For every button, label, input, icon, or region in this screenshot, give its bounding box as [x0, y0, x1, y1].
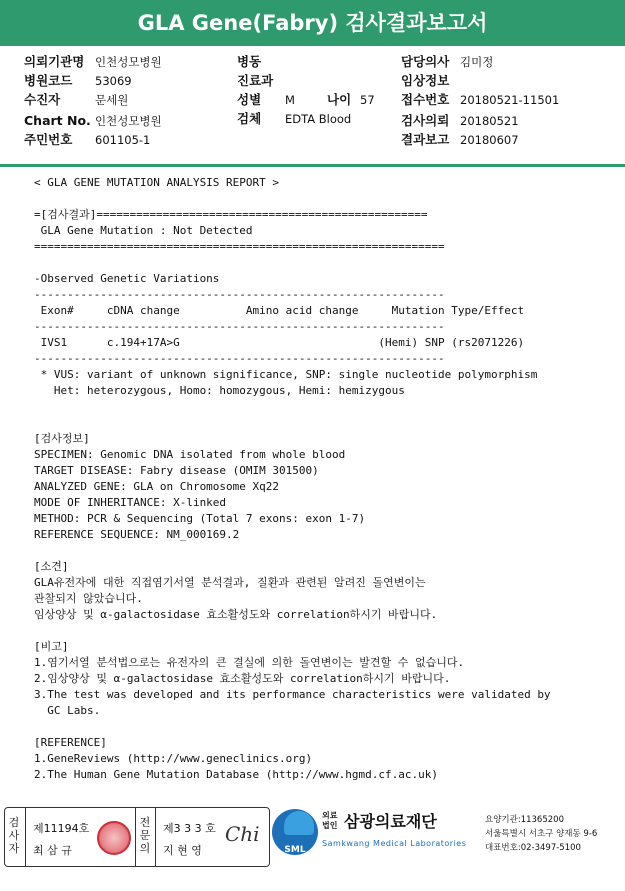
- report-body: [34, 175, 594, 783]
- observed-variations-title: -Observed Genetic Variations: [34, 272, 220, 285]
- test-info-line: TARGET DISEASE: Fabry disease (OMIM 301500): [34, 464, 319, 477]
- variant-table-header: Exon# cDNA change Amino acid change Mutation Type/Effect: [34, 304, 525, 317]
- remark-line: 2.임상양상 및 α-galactosidase 효소활성도와 correlation하시기 바랍니다.: [34, 672, 451, 685]
- department-label: 진료과: [237, 73, 274, 88]
- age-label: 나이: [327, 92, 352, 107]
- result-rule: ==============================================================: [34, 240, 445, 253]
- age-value: 57: [360, 93, 375, 107]
- specialist-license-no: 제3 3 3 호: [163, 822, 216, 835]
- table-mid-rule: --------------------------------------------------------------: [34, 320, 445, 333]
- report-footer: [0, 803, 625, 872]
- hospital-value: 인천성모병원: [95, 55, 162, 69]
- opinion-line: 임상양상 및 α-galactosidase 효소활성도와 correlation하시기 바랍니다.: [34, 608, 438, 621]
- opinion-header: [소견]: [34, 560, 69, 573]
- inspector-name: 최 삼 규: [33, 844, 72, 857]
- hospital-code-label: 병원코드: [24, 73, 73, 88]
- specialist-name: 지 현 영: [163, 844, 202, 857]
- patient-label: 수진자: [24, 92, 61, 107]
- foundation-name: 삼광의료재단: [344, 812, 437, 831]
- accession-label: 접수번호: [401, 92, 450, 107]
- specimen-label: 검체: [237, 111, 262, 126]
- reference-line: 2.The Human Gene Mutation Database (http://www.hgmd.cf.ac.uk): [34, 768, 438, 781]
- table-bottom-rule: --------------------------------------------------------------: [34, 352, 445, 365]
- report-title: GLA Gene(Fabry) 검사결과보고서: [0, 0, 625, 46]
- clinical-info-label: 임상정보: [401, 73, 450, 88]
- phone-number: 대표번호:02-3497-5100: [485, 843, 581, 853]
- remark-line: 3.The test was developed and its performance characteristics were validated by: [34, 688, 551, 701]
- remark-line: GC Labs.: [34, 704, 101, 717]
- address: 서울특별시 서초구 양재동 9-6: [485, 829, 598, 839]
- remark-line: 1.염기서열 분석법으로는 유전자의 큰 결실에 의한 돌연변이는 발견할 수 없습니다.: [34, 656, 465, 669]
- ward-label: 병동: [237, 54, 262, 69]
- inspector-seal: [97, 821, 131, 855]
- report-heading: < GLA GENE MUTATION ANALYSIS REPORT >: [34, 176, 280, 189]
- test-info-line: ANALYZED GENE: GLA on Chromosome Xq22: [34, 480, 280, 493]
- test-info-line: SPECIMEN: Genomic DNA isolated from whole blood: [34, 448, 346, 461]
- specialist-vertical-label: 전 문 의: [139, 816, 151, 855]
- specialist-signature: Chi: [225, 822, 260, 846]
- patient-info: [0, 46, 625, 164]
- sml-logo: SML: [272, 809, 318, 855]
- sml-logo-wave: [284, 811, 314, 835]
- result-summary: GLA Gene Mutation : Not Detected: [34, 224, 253, 237]
- institution-code: 요양기관:11365200: [485, 815, 564, 825]
- test-info-line: MODE OF INHERITANCE: X-linked: [34, 496, 227, 509]
- test-info-line: REFERENCE SEQUENCE: NM_000169.2: [34, 528, 240, 541]
- signature-box: [4, 807, 270, 867]
- test-info-header: [검사정보]: [34, 432, 90, 445]
- inspector-vertical-label: 검 사 자: [8, 816, 20, 855]
- patient-value: 문세원: [95, 93, 129, 107]
- specimen-value: EDTA Blood: [285, 112, 352, 126]
- chart-no-label: Chart No.: [24, 113, 91, 128]
- abbreviation-note: * VUS: variant of unknown significance, SNP: single nucleotide polymorphism: [34, 368, 538, 381]
- report-date-value: 20180607: [460, 133, 519, 147]
- hospital-label: 의뢰기관명: [24, 54, 85, 69]
- header-divider: [0, 164, 625, 167]
- inspector-license-no: 제11194호: [33, 822, 90, 835]
- sex-label: 성별: [237, 92, 262, 107]
- request-date-value: 20180521: [460, 114, 519, 128]
- abbreviation-note-2: Het: heterozygous, Homo: homozygous, Hemi: hemizygous: [34, 384, 405, 397]
- reference-header: [REFERENCE]: [34, 736, 107, 749]
- doctor-label: 담당의사: [401, 54, 450, 69]
- test-info-line: METHOD: PCR & Sequencing (Total 7 exons: exon 1-7): [34, 512, 366, 525]
- resident-no-value: 601105-1: [95, 133, 151, 147]
- table-top-rule: --------------------------------------------------------------: [34, 288, 445, 301]
- result-section-header: =[검사결과]==================================================: [34, 208, 428, 221]
- doctor-value: 김미정: [460, 55, 494, 69]
- request-date-label: 검사의뢰: [401, 113, 450, 128]
- reference-line: 1.GeneReviews (http://www.geneclinics.org): [34, 752, 313, 765]
- foundation-type: 외료 법인: [322, 811, 338, 830]
- foundation-english-name: Samkwang Medical Laboratories: [322, 839, 467, 848]
- hospital-code-value: 53069: [95, 74, 132, 88]
- sex-value: M: [285, 93, 295, 107]
- remarks-header: [비고]: [34, 640, 69, 653]
- opinion-line: 관찰되지 않았습니다.: [34, 592, 143, 605]
- accession-value: 20180521-11501: [460, 93, 560, 107]
- variant-table-row: IVS1 c.194+17A>G (Hemi) SNP (rs2071226): [34, 336, 525, 349]
- opinion-line: GLA유전자에 대한 직접염기서열 분석결과, 질환과 관련된 알려진 돌연변이는: [34, 576, 426, 589]
- chart-no-value: 인천성모병원: [95, 114, 162, 128]
- report-date-label: 결과보고: [401, 132, 450, 147]
- resident-no-label: 주민번호: [24, 132, 73, 147]
